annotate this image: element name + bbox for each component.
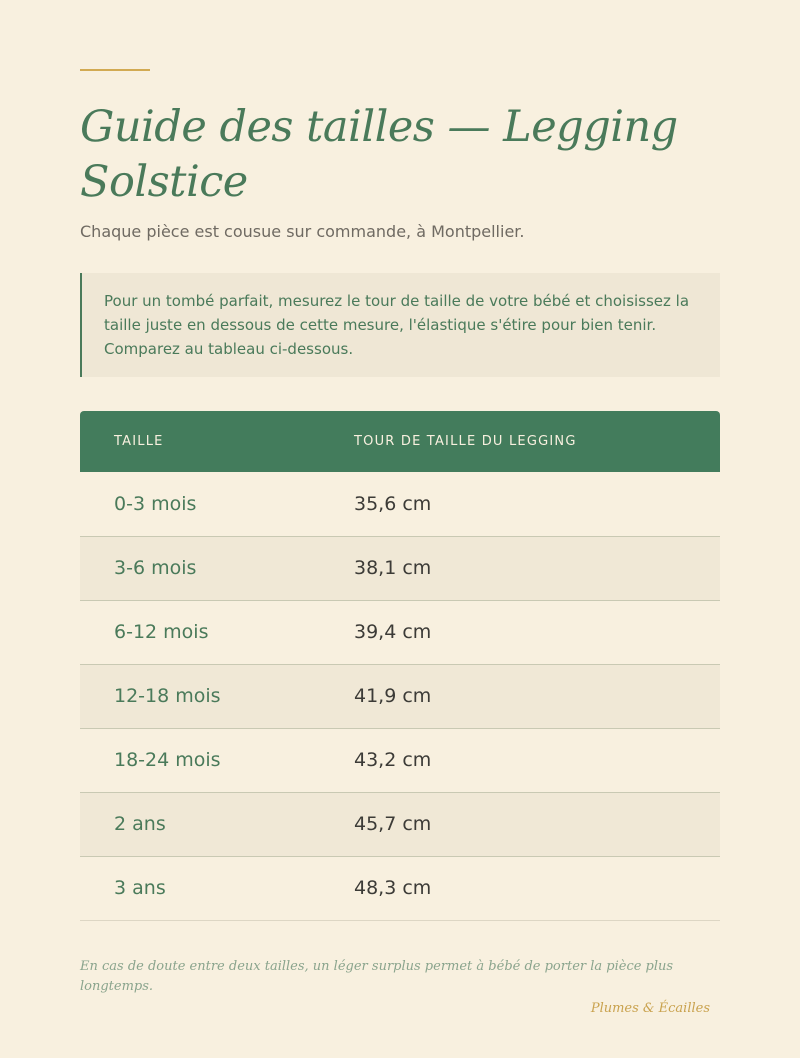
waist-cell: 41,9 cm	[320, 664, 720, 728]
size-cell: 0-3 mois	[80, 472, 320, 536]
table-row	[80, 472, 720, 536]
waist-cell: 48,3 cm	[320, 856, 720, 920]
header-waist: TOUR DE TAILLE DU LEGGING	[354, 434, 577, 449]
table-row	[80, 664, 720, 728]
table-row	[80, 728, 720, 792]
measurement-tip-callout	[80, 273, 720, 377]
size-cell: 12-18 mois	[80, 664, 320, 728]
size-cell: 3-6 mois	[80, 536, 320, 600]
table-row	[80, 856, 720, 920]
table-header-row	[80, 411, 720, 472]
waist-cell: 39,4 cm	[320, 600, 720, 664]
brand-signature: Plumes & Écailles	[590, 1001, 710, 1016]
waist-cell: 43,2 cm	[320, 728, 720, 792]
size-chart-table	[80, 411, 720, 921]
table-row	[80, 600, 720, 664]
page-title: Guide des tailles — Legging Solstice	[80, 102, 678, 207]
footer-note: En cas de doute entre deux tailles, un léger surplus permet à bébé de porter la pièce plus longtemps.	[80, 959, 674, 994]
waist-cell: 38,1 cm	[320, 536, 720, 600]
size-cell: 6-12 mois	[80, 600, 320, 664]
callout-text: Pour un tombé parfait, mesurez le tour de taille de votre bébé et choisissez la taille juste en dessous de cette mesure, l'élastique s'étire pour bien tenir. Comparez au tableau ci-dessous.	[104, 292, 690, 358]
table-row	[80, 792, 720, 856]
size-cell: 2 ans	[80, 792, 320, 856]
table-row	[80, 536, 720, 600]
accent-divider	[80, 69, 150, 71]
size-cell: 18-24 mois	[80, 728, 320, 792]
waist-cell: 35,6 cm	[320, 472, 720, 536]
waist-cell: 45,7 cm	[320, 792, 720, 856]
size-cell: 3 ans	[80, 856, 320, 920]
page-subtitle: Chaque pièce est cousue sur commande, à Montpellier.	[80, 222, 525, 241]
header-size: TAILLE	[114, 434, 164, 449]
